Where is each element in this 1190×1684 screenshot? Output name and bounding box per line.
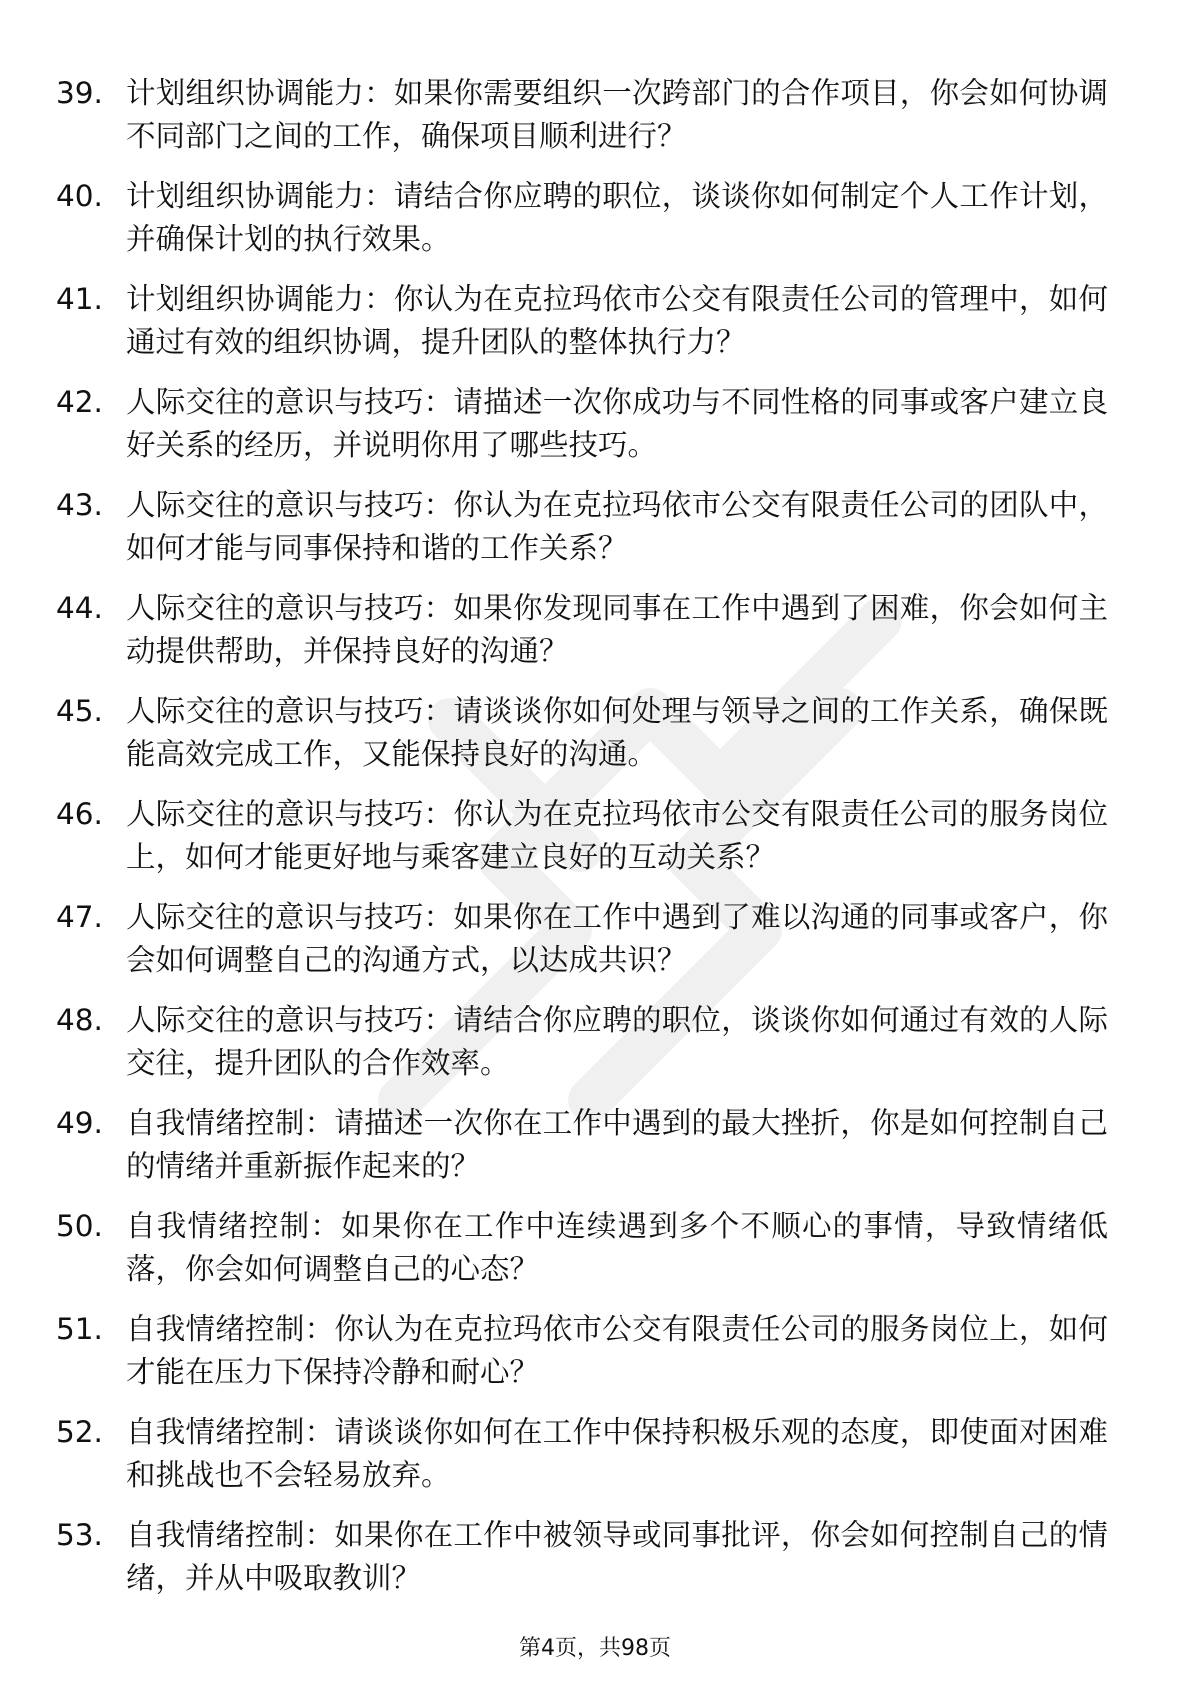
question-item [56,278,1108,381]
question-number: 41. [56,282,103,316]
question-text: 自我情绪控制：你认为在克拉玛依市公交有限责任公司的服务岗位上，如何才能在压力下保持冷静和耐心？ [126,1312,1108,1389]
question-item [56,690,1108,793]
question-text: 人际交往的意识与技巧：请谈谈你如何处理与领导之间的工作关系，确保既能高效完成工作，又能保持良好的沟通。 [126,694,1108,771]
question-item [56,175,1108,278]
question-text: 人际交往的意识与技巧：如果你在工作中遇到了难以沟通的同事或客户，你会如何调整自己的沟通方式，以达成共识？ [126,900,1108,977]
question-number: 46. [56,797,103,831]
question-item [56,1514,1108,1617]
question-text: 计划组织协调能力：请结合你应聘的职位，谈谈你如何制定个人工作计划，并确保计划的执行效果。 [126,179,1108,256]
question-text: 人际交往的意识与技巧：请描述一次你成功与不同性格的同事或客户建立良好关系的经历，并说明你用了哪些技巧。 [126,385,1108,462]
question-text: 人际交往的意识与技巧：你认为在克拉玛依市公交有限责任公司的服务岗位上，如何才能更好地与乘客建立良好的互动关系？ [126,797,1108,874]
question-item [56,1205,1108,1308]
question-number: 43. [56,488,103,522]
question-text: 自我情绪控制：如果你在工作中被领导或同事批评，你会如何控制自己的情绪，并从中吸取教训？ [126,1518,1108,1595]
question-text: 计划组织协调能力：如果你需要组织一次跨部门的合作项目，你会如何协调不同部门之间的工作，确保项目顺利进行？ [126,76,1108,153]
question-text: 人际交往的意识与技巧：如果你发现同事在工作中遇到了困难，你会如何主动提供帮助，并保持良好的沟通？ [126,591,1108,668]
question-item [56,793,1108,896]
question-text: 自我情绪控制：请谈谈你如何在工作中保持积极乐观的态度，即使面对困难和挑战也不会轻易放弃。 [126,1415,1108,1492]
question-number: 40. [56,179,103,213]
question-number: 39. [56,76,103,110]
question-text: 自我情绪控制：如果你在工作中连续遇到多个不顺心的事情，导致情绪低落，你会如何调整自己的心态？ [126,1209,1108,1286]
question-number: 49. [56,1106,103,1140]
question-item [56,587,1108,690]
question-number: 44. [56,591,103,625]
question-number: 53. [56,1518,103,1552]
question-item [56,381,1108,484]
question-number: 45. [56,694,103,728]
question-text: 人际交往的意识与技巧：你认为在克拉玛依市公交有限责任公司的团队中，如何才能与同事保持和谐的工作关系？ [126,488,1108,565]
question-number: 52. [56,1415,103,1449]
question-text: 自我情绪控制：请描述一次你在工作中遇到的最大挫折，你是如何控制自己的情绪并重新振作起来的？ [126,1106,1108,1183]
question-number: 51. [56,1312,103,1346]
question-list [56,72,1108,1617]
question-number: 50. [56,1209,103,1243]
page-number-footer: 第4页，共98页 [519,1636,671,1661]
question-text: 人际交往的意识与技巧：请结合你应聘的职位，谈谈你如何通过有效的人际交往，提升团队的合作效率。 [126,1003,1108,1080]
question-item [56,896,1108,999]
question-number: 48. [56,1003,103,1037]
question-item [56,1102,1108,1205]
question-text: 计划组织协调能力：你认为在克拉玛依市公交有限责任公司的管理中，如何通过有效的组织协调，提升团队的整体执行力？ [126,282,1108,359]
question-item [56,1308,1108,1411]
question-item [56,1411,1108,1514]
question-number: 47. [56,900,103,934]
question-number: 42. [56,385,103,419]
question-item [56,484,1108,587]
question-item [56,999,1108,1102]
question-item [56,72,1108,175]
